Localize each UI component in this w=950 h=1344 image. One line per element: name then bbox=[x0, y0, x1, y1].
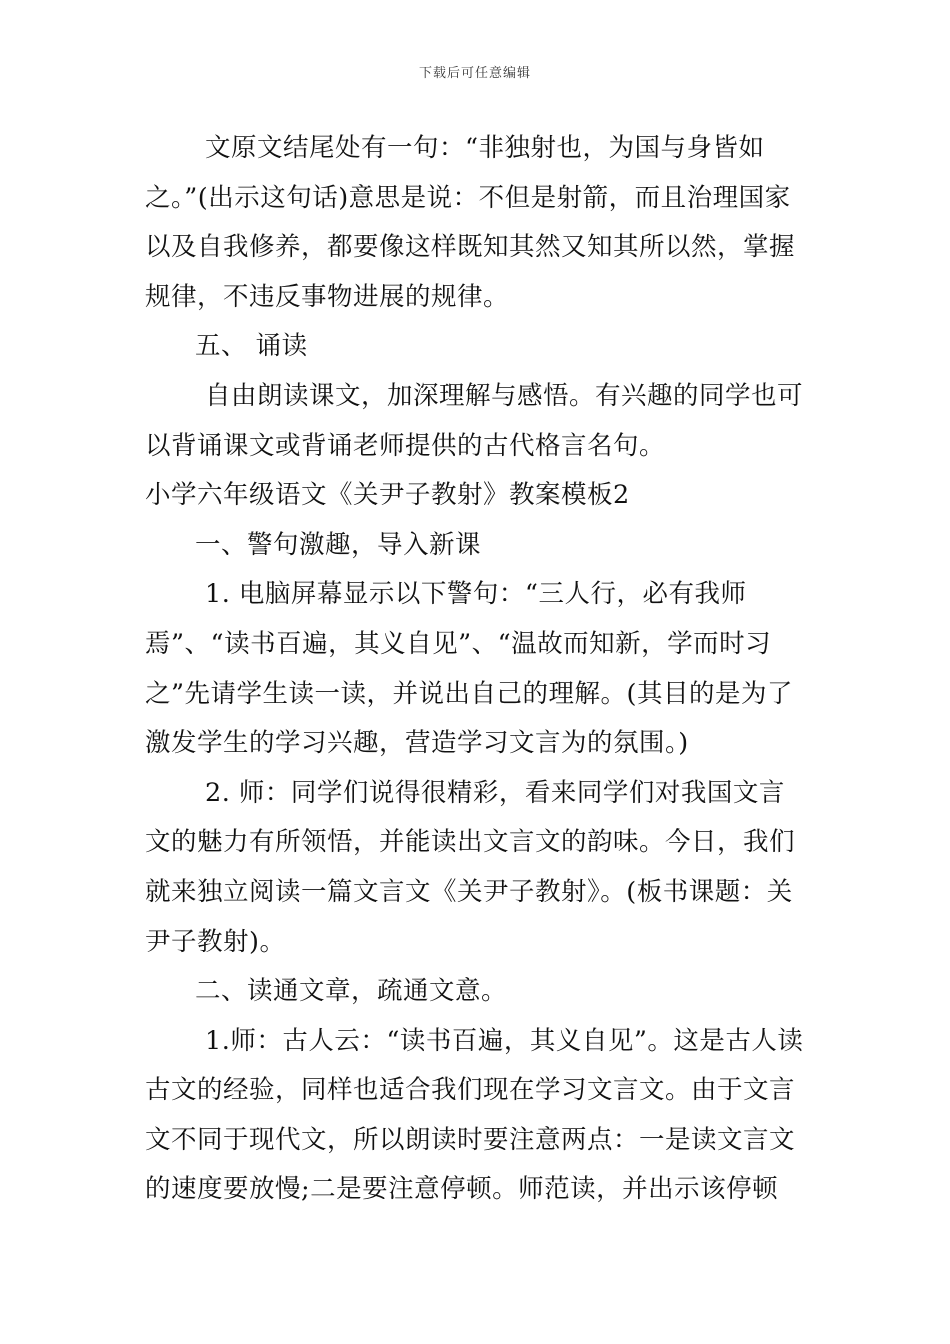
paragraph-step-2: 2. 师：同学们说得很精彩，看来同学们对我国文言文的魅力有所领悟，并能读出文言文的韵味。今日，我们就来独立阅读一篇文言文《关尹子教射》。(板书课题：关尹子教射)。 bbox=[145, 777, 796, 957]
document-body bbox=[145, 124, 810, 1215]
paragraph-free-reading: 自由朗读课文，加深理解与感悟。有兴趣的同学也可以背诵课文或背诵老师提供的古代格言名句。 bbox=[145, 380, 804, 461]
section-heading-recite: 五、 诵读 bbox=[195, 331, 308, 362]
paragraph-read-step-1: 1.师：古人云：“读书百遍，其义自见”。这是古人读古文的经验，同样也适合我们现在学习文言文。由于文言文不同于现代文，所以朗读时要注意两点：一是读文言文的速度要放慢;二是要注意停顿。师范读，并出示该停顿 bbox=[145, 1025, 804, 1205]
section-heading-intro: 一、警句激趣，导入新课 bbox=[195, 529, 482, 560]
section-heading-read: 二、读通文章，疏通文意。 bbox=[195, 976, 508, 1007]
paragraph-step-1: 1. 电脑屏幕显示以下警句：“三人行，必有我师焉”、“读书百遍，其义自见”、“温故而知新，学而时习之”先请学生读一读，并说出自己的理解。(其目的是为了激发学生的学习兴趣，营造学习文言为的氛围。) bbox=[145, 579, 793, 759]
page-header-note: 下载后可任意编辑 bbox=[418, 66, 531, 81]
document-title: 小学六年级语文《关尹子教射》教案模板2 bbox=[145, 480, 630, 511]
paragraph-conclusion: 文原文结尾处有一句：“非独射也，为国与身皆如之。”(出示这句话)意思是说：不但是射箭，而且治理国家以及自我修养，都要像这样既知其然又知其所以然，掌握规律，不违反事物进展的规律。 bbox=[145, 133, 796, 312]
